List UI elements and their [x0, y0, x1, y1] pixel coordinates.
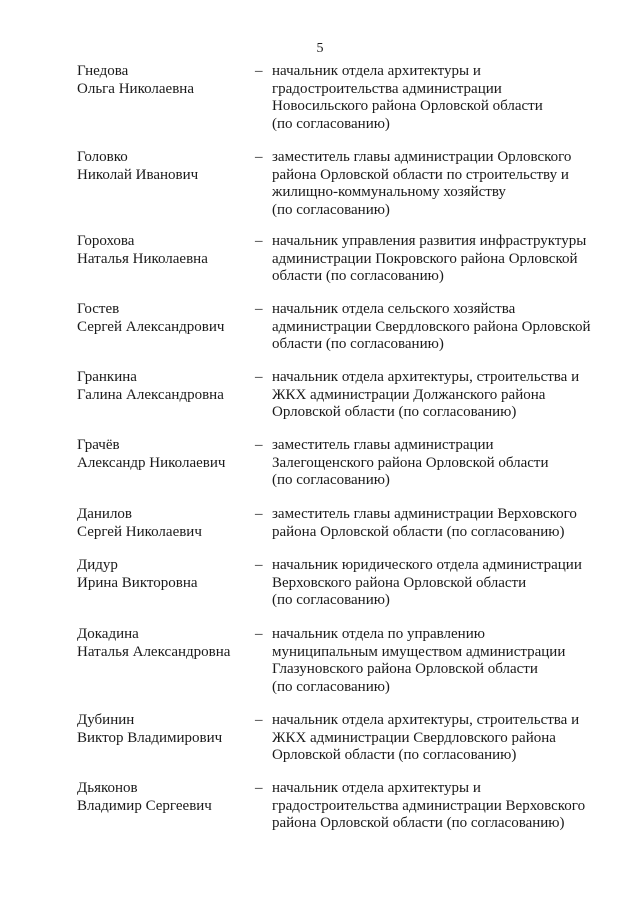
- position-line: градостроительства администрации Верховского: [272, 797, 586, 814]
- position-line: Глазуновского района Орловской области: [272, 661, 538, 677]
- position-line: муниципальным имуществом администрации: [272, 643, 566, 660]
- member-given-name: Ольга Николаевна: [77, 80, 194, 97]
- list-item: [0, 301, 640, 369]
- member-surname: Головко: [77, 149, 128, 165]
- member-surname: Дьяконов: [77, 780, 138, 796]
- position-line: начальник отдела архитектуры и: [272, 780, 481, 796]
- member-given-name: Наталья Александровна: [77, 643, 231, 660]
- member-position: [272, 626, 602, 696]
- position-line: (по согласованию): [272, 472, 390, 488]
- dash-separator: –: [255, 437, 263, 453]
- dash-separator: –: [255, 233, 263, 249]
- member-position: [272, 233, 602, 286]
- dash-separator: –: [255, 506, 263, 522]
- list-item: [0, 437, 640, 506]
- member-given-name: Виктор Владимирович: [77, 729, 223, 746]
- dash-separator: –: [255, 626, 263, 642]
- list-item: [0, 149, 640, 233]
- position-line: начальник юридического отдела администрации: [272, 557, 582, 573]
- position-line: начальник отдела сельского хозяйства: [272, 301, 516, 317]
- member-position: [272, 712, 602, 765]
- member-surname: Дидур: [77, 557, 118, 573]
- position-line: жилищно-коммунальному хозяйству: [272, 184, 506, 200]
- member-position: [272, 780, 602, 833]
- member-position: [272, 506, 602, 541]
- member-surname: Гранкина: [77, 369, 137, 385]
- position-line: района Орловской области (по согласованию): [272, 815, 565, 831]
- position-line: начальник отдела архитектуры, строительства и: [272, 369, 580, 385]
- member-surname: Гостев: [77, 301, 120, 317]
- list-item: [0, 233, 640, 301]
- dash-separator: –: [255, 369, 263, 385]
- list-item: [0, 369, 640, 437]
- member-position: [272, 63, 602, 133]
- position-line: (по согласованию): [272, 115, 390, 132]
- dash-separator: –: [255, 149, 263, 165]
- position-line: (по согласованию): [272, 201, 390, 218]
- position-line: Залегощенского района Орловской области: [272, 454, 549, 471]
- member-position: [272, 557, 602, 610]
- member-position: [272, 369, 602, 422]
- position-line: (по согласованию): [272, 592, 390, 608]
- position-line: администрации Покровского района Орловской: [272, 250, 578, 267]
- member-name: [77, 149, 252, 184]
- member-given-name: Сергей Александрович: [77, 318, 225, 335]
- dash-separator: –: [255, 712, 263, 728]
- member-surname: Гнедова: [77, 63, 129, 79]
- member-given-name: Сергей Николаевич: [77, 523, 202, 540]
- member-surname: Дубинин: [77, 712, 135, 728]
- member-name: [77, 780, 252, 815]
- position-line: начальник отдела архитектуры и: [272, 63, 481, 79]
- member-given-name: Ирина Викторовна: [77, 574, 198, 591]
- position-line: Орловской области (по согласованию): [272, 404, 517, 420]
- position-line: области (по согласованию): [272, 336, 444, 352]
- member-surname: Данилов: [77, 506, 133, 522]
- position-line: администрации Свердловского района Орловской: [272, 318, 591, 335]
- member-surname: Докадина: [77, 626, 139, 642]
- dash-separator: –: [255, 780, 263, 796]
- position-line: Верховского района Орловской области: [272, 574, 527, 591]
- member-name: [77, 369, 252, 404]
- dash-separator: –: [255, 301, 263, 317]
- members-list: [0, 63, 640, 840]
- member-surname: Грачёв: [77, 437, 120, 453]
- list-item: [0, 557, 640, 626]
- member-name: [77, 626, 252, 661]
- member-name: [77, 437, 252, 472]
- position-line: начальник отдела по управлению: [272, 626, 485, 642]
- member-name: [77, 63, 252, 98]
- position-line: (по согласованию): [272, 678, 390, 695]
- page-number: 5: [316, 41, 324, 56]
- position-line: области (по согласованию): [272, 268, 444, 284]
- member-given-name: Наталья Николаевна: [77, 250, 208, 267]
- position-line: градостроительства администрации: [272, 80, 502, 97]
- member-name: [77, 301, 252, 336]
- position-line: ЖКХ администрации Свердловского района: [272, 729, 556, 746]
- position-line: района Орловской области (по согласованию): [272, 523, 565, 540]
- position-line: Новосильского района Орловской области: [272, 98, 543, 114]
- position-line: ЖКХ администрации Должанского района: [272, 386, 546, 403]
- list-item: [0, 712, 640, 780]
- list-item: [0, 780, 640, 840]
- position-line: начальник управления развития инфраструктуры: [272, 233, 587, 249]
- position-line: Орловской области (по согласованию): [272, 747, 517, 763]
- member-position: [272, 437, 602, 490]
- position-line: заместитель главы администрации Орловского: [272, 149, 572, 165]
- member-given-name: Владимир Сергеевич: [77, 797, 212, 814]
- list-item: [0, 63, 640, 149]
- member-given-name: Галина Александровна: [77, 386, 224, 403]
- member-name: [77, 712, 252, 747]
- position-line: заместитель главы администрации: [272, 437, 494, 453]
- list-item: [0, 626, 640, 712]
- member-name: [77, 506, 252, 541]
- member-surname: Горохова: [77, 233, 135, 249]
- position-line: заместитель главы администрации Верховского: [272, 506, 577, 522]
- member-name: [77, 557, 252, 592]
- position-line: начальник отдела архитектуры, строительства и: [272, 712, 580, 728]
- dash-separator: –: [255, 63, 263, 79]
- member-name: [77, 233, 252, 268]
- dash-separator: –: [255, 557, 263, 573]
- position-line: района Орловской области по строительству и: [272, 166, 569, 183]
- list-item: [0, 506, 640, 557]
- member-given-name: Александр Николаевич: [77, 454, 226, 471]
- member-given-name: Николай Иванович: [77, 166, 199, 183]
- member-position: [272, 149, 602, 219]
- member-position: [272, 301, 602, 354]
